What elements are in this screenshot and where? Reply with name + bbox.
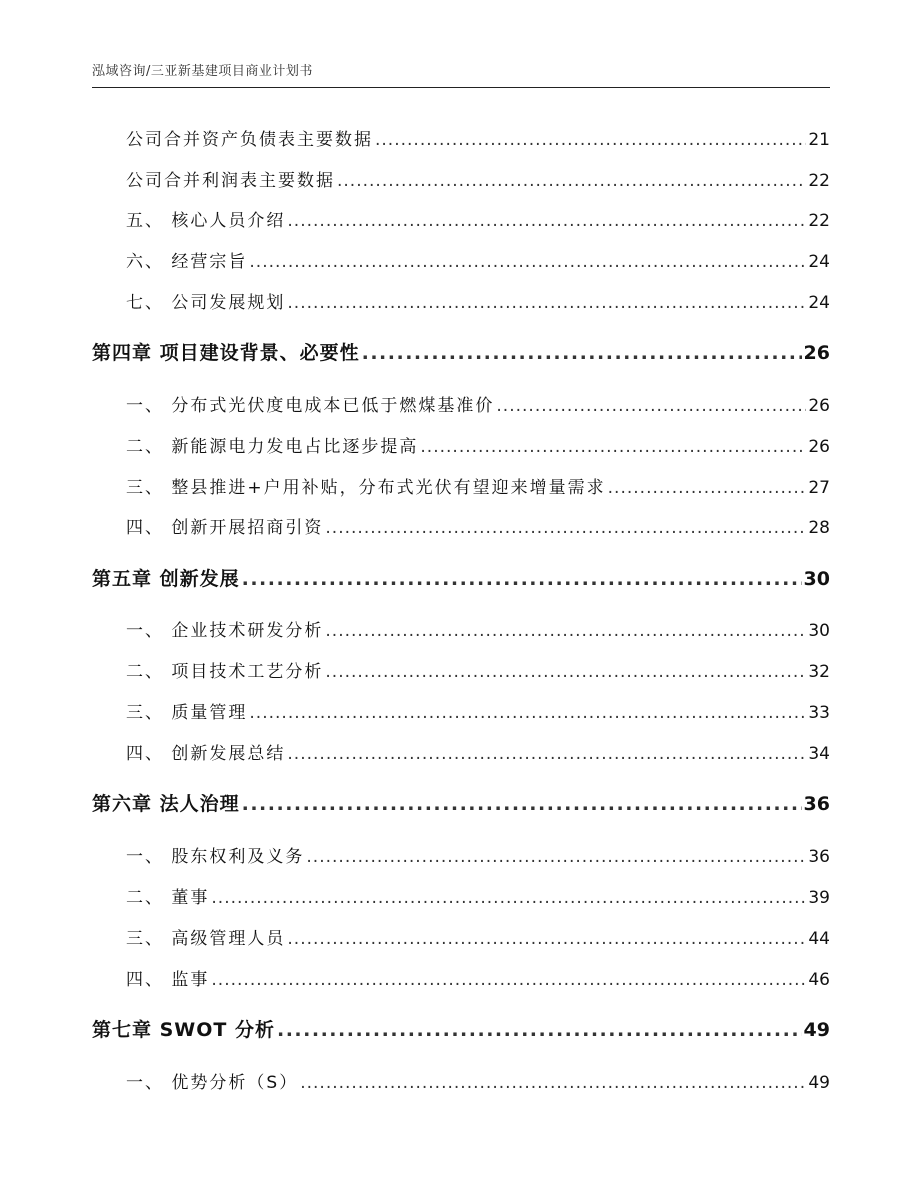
toc-entry[interactable] [92, 473, 830, 498]
toc-leader [362, 342, 802, 364]
toc-leader [306, 847, 806, 867]
toc-entry-title: 三、 质量管理 [126, 703, 248, 723]
toc-chapter-title: 第五章 创新发展 [92, 568, 240, 590]
toc-entry-title: 二、 董事 [126, 888, 210, 908]
toc-entry-title: 七、 公司发展规划 [126, 293, 286, 313]
toc-entry-title: 二、 项目技术工艺分析 [126, 662, 324, 682]
toc-leader [287, 211, 806, 231]
toc-leader [211, 888, 806, 908]
toc-entry-title: 公司合并利润表主要数据 [126, 171, 335, 191]
toc-leader [242, 793, 802, 815]
toc-leader [249, 703, 806, 723]
toc-entry-title: 一、 企业技术研发分析 [126, 621, 324, 641]
toc-entry-title: 六、 经营宗旨 [126, 252, 248, 272]
toc-entry[interactable] [92, 391, 830, 416]
toc-chapter[interactable] [92, 564, 830, 591]
toc-entry[interactable] [92, 616, 830, 641]
toc-entry-page: 26 [808, 437, 830, 457]
toc-entry-page: 33 [808, 703, 830, 723]
toc-entry-page: 30 [808, 621, 830, 641]
toc-entry[interactable] [92, 924, 830, 949]
toc-entry-title: 一、 优势分析（S） [126, 1073, 299, 1093]
toc-entry[interactable] [92, 657, 830, 682]
toc-entry-title: 三、 高级管理人员 [126, 929, 286, 949]
toc-entry[interactable] [92, 247, 830, 272]
toc-chapter-page: 30 [803, 568, 830, 590]
toc-leader [325, 518, 806, 538]
toc-entry-page: 34 [808, 744, 830, 764]
toc-entry-page: 27 [808, 478, 830, 498]
running-header: 泓域咨询/三亚新基建项目商业计划书 [92, 64, 313, 79]
toc-entry-page: 21 [808, 130, 830, 150]
toc-entry[interactable] [92, 698, 830, 723]
toc-leader [242, 568, 802, 590]
toc-entry-title: 五、 核心人员介绍 [126, 211, 286, 231]
toc-entry-page: 22 [808, 171, 830, 191]
toc-entry[interactable] [92, 842, 830, 867]
toc-entry-title: 四、 创新发展总结 [126, 744, 286, 764]
toc-entry-title: 二、 新能源电力发电占比逐步提高 [126, 437, 419, 457]
toc-entry[interactable] [92, 166, 830, 191]
header-rule [92, 87, 830, 88]
toc-leader [325, 662, 806, 682]
toc-entry-page: 39 [808, 888, 830, 908]
toc-chapter-title: 第七章 SWOT 分析 [92, 1019, 275, 1041]
toc-entry[interactable] [92, 1068, 830, 1093]
toc-leader [420, 437, 806, 457]
toc-entry-title: 一、 股东权利及义务 [126, 847, 305, 867]
toc-entry[interactable] [92, 125, 830, 150]
toc-entry-page: 24 [808, 293, 830, 313]
toc-entry[interactable] [92, 883, 830, 908]
toc-entry-page: 22 [808, 211, 830, 231]
toc-entry-title: 三、 整县推进+户用补贴，分布式光伏有望迎来增量需求 [126, 478, 606, 498]
toc-entry-page: 36 [808, 847, 830, 867]
toc-chapter-page: 49 [803, 1019, 830, 1041]
toc-leader [496, 396, 806, 416]
toc-entry[interactable] [92, 432, 830, 457]
toc-leader [337, 171, 806, 191]
toc-entry[interactable] [92, 739, 830, 764]
toc-entry-page: 46 [808, 970, 830, 990]
toc-leader [287, 744, 806, 764]
toc-entry[interactable] [92, 288, 830, 313]
toc-leader [277, 1019, 802, 1041]
toc-chapter-title: 第六章 法人治理 [92, 793, 240, 815]
toc-leader [325, 621, 806, 641]
toc-entry-title: 一、 分布式光伏度电成本已低于燃煤基准价 [126, 396, 495, 416]
toc-leader [211, 970, 806, 990]
toc-entry-page: 24 [808, 252, 830, 272]
toc-entry-page: 28 [808, 518, 830, 538]
toc-chapter[interactable] [92, 1015, 830, 1042]
toc-entry[interactable] [92, 206, 830, 231]
toc-entry-page: 32 [808, 662, 830, 682]
toc-leader [608, 478, 807, 498]
toc-leader [287, 293, 806, 313]
toc-leader [300, 1073, 806, 1093]
toc-chapter[interactable] [92, 338, 830, 365]
toc-entry-title: 四、 监事 [126, 970, 210, 990]
toc-entry-title: 公司合并资产负债表主要数据 [126, 130, 373, 150]
toc-entry-page: 49 [808, 1073, 830, 1093]
toc-entry-page: 44 [808, 929, 830, 949]
toc-entry[interactable] [92, 965, 830, 990]
toc-chapter[interactable] [92, 789, 830, 816]
toc-leader [287, 929, 806, 949]
toc-chapter-title: 第四章 项目建设背景、必要性 [92, 342, 360, 364]
toc-chapter-page: 36 [803, 793, 830, 815]
toc-entry-page: 26 [808, 396, 830, 416]
toc-leader [249, 252, 806, 272]
toc-chapter-page: 26 [803, 342, 830, 364]
toc-entry[interactable] [92, 513, 830, 538]
toc-entry-title: 四、 创新开展招商引资 [126, 518, 324, 538]
toc-leader [375, 130, 806, 150]
